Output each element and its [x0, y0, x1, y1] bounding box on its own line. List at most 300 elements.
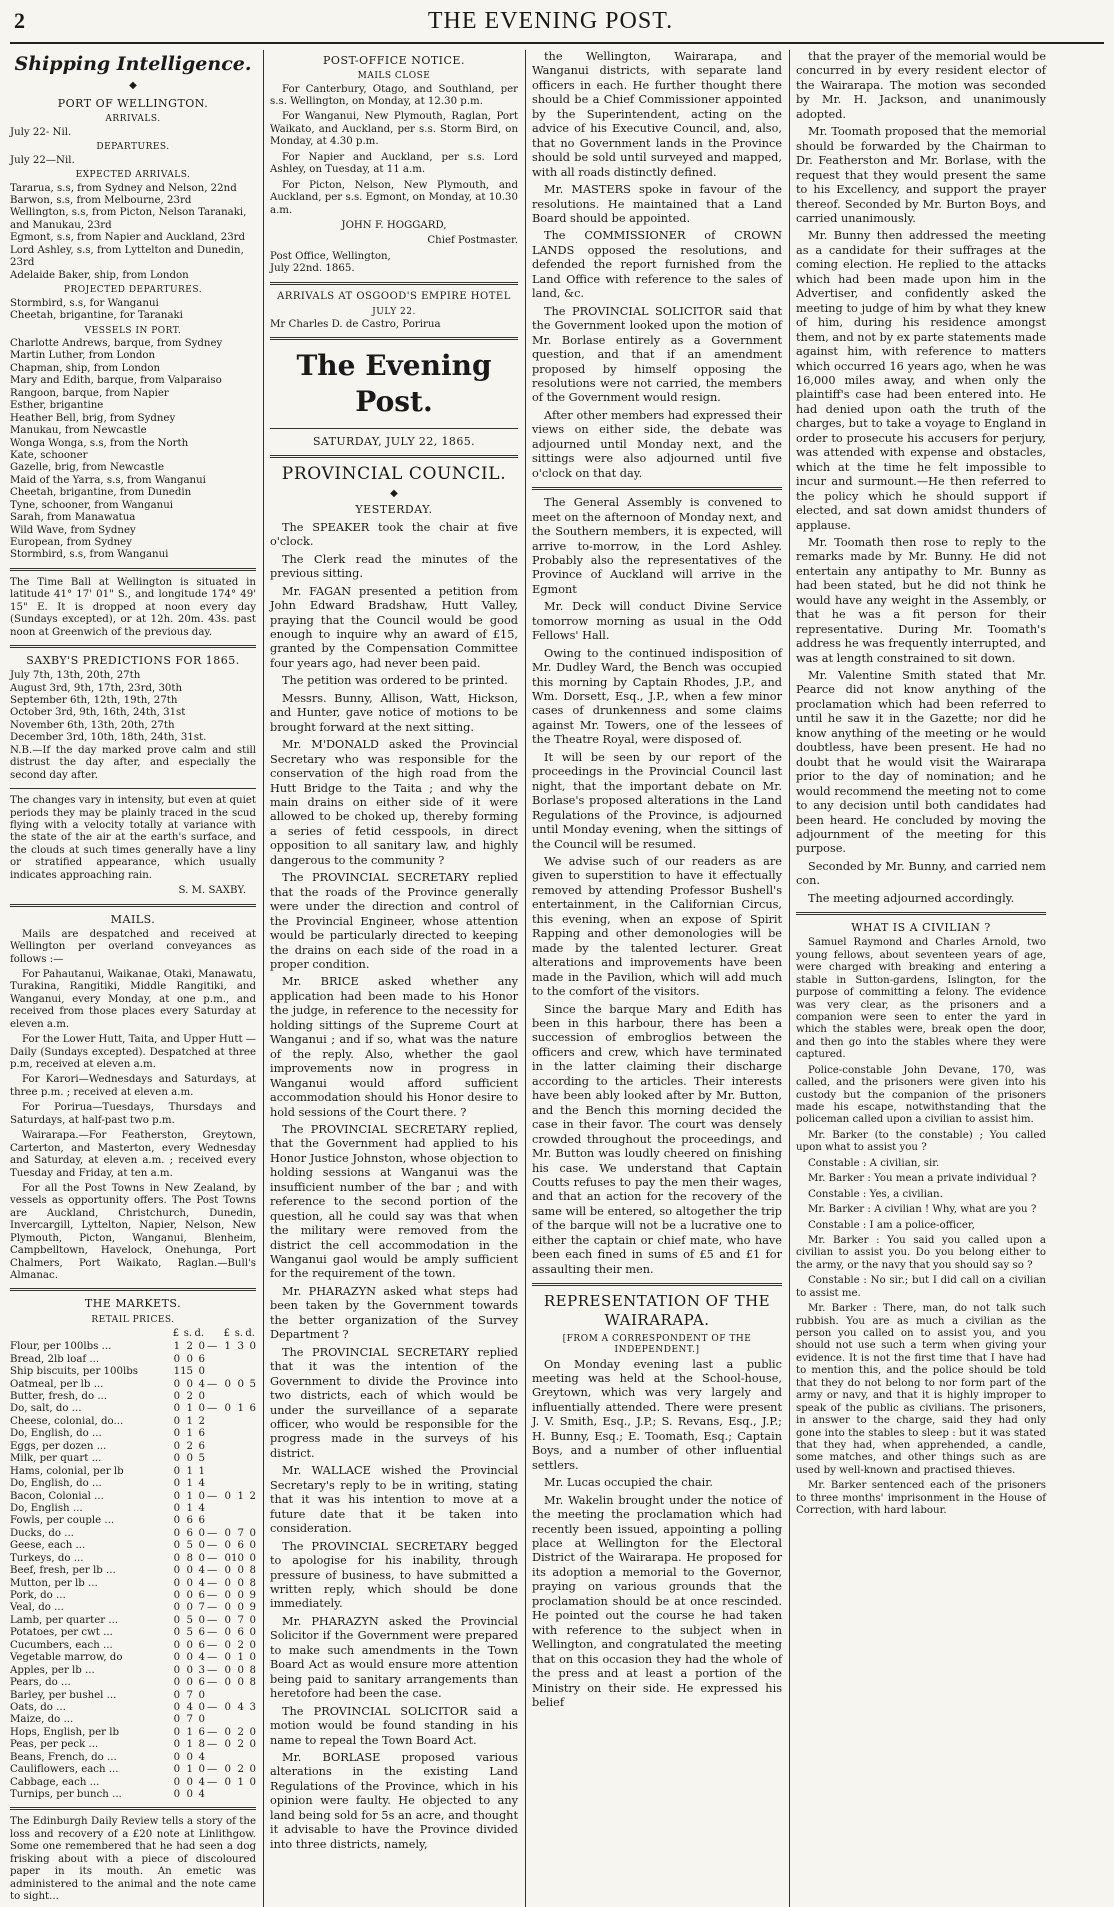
price-cell: 6 [198, 1677, 206, 1689]
price-cell: 1 [186, 1465, 194, 1477]
price-cell: 0 [224, 1627, 232, 1639]
price-cell: 1 [186, 1764, 194, 1776]
table-row: Ducks, do ... 0 6 0 — 0 7 0 [10, 1527, 256, 1539]
market-item: Hops, English, per lb [10, 1726, 119, 1738]
market-item: Oatmeal, per lb ... [10, 1378, 104, 1390]
price-cell: 0 [173, 1515, 181, 1527]
shipping-heading: Shipping Intelligence. [14, 53, 252, 75]
price-cell: 0 [173, 1614, 181, 1626]
saxby-list: July 7th, 13th, 20th, 27th August 3rd, 9th, 17th, 23rd, 30th September 6th, 12th, 19th, 27th October 3rd, 9th, 16th, 24th, 31st November 6th, 13th, 20th, 27th December 3rd, 10th, 18th, 24th, 31st. N.B.—If the day marked prove calm and still distrust the day after, and especially the second day after. [10, 670, 256, 781]
price-cell: 6 [198, 1590, 206, 1602]
list-item: Tyne, schooner, from Wanganui [10, 499, 174, 511]
price-cell: 1 [237, 1403, 244, 1415]
price-cell: 6 [249, 1403, 256, 1415]
list-item: Cheetah, brigantine, for Taranaki [10, 310, 183, 322]
column-3: the Wellington, Wairarapa, and Wanganui districts, with separate land officers in each. He further thought there should be a Chief Commissioner appointed by the Superintendent, acting on the advice of his Executive Council, and, also, that no Government lands in the Province should be sold until surveyed and mapped, with all roads distinctly defined. Mr. MASTERS spoke in favour of the resolutions. He maintained that a Land Board should be appointed. The COMMISSIONER of CROWN LANDS opposed the resolutions, and defended the report furnished from the Land Office with reference to the sales of land, &c. The PROVINCIAL SOLICITOR said that the Government looked upon the motion of Mr. Borlase entirely as a Government question, and that if an amendment proposed by himself opposing the resolutions were not carried, the members of the Government would resign. After other members had expressed their views on either side, the debate was adjourned until Monday next, and the sittings were also adjourned until five o'clock on that day. The General Assembly is convened to meet on the afternoon of Monday next, and the Southern members, it is expected, will arrive to-morrow, in the Lord Ashley. Probably also the representatives of the Province of Auckland will arrive in the Egmont Mr. Deck will conduct Divine Service tomorrow morning as usual in the Odd Fellows' Hall. Owing to the continued indisposition of Mr. Dudley Ward, the Bench was occupied this morning by Captain Rhodes, J.P., and Wm. Dorsett, Esq., J.P., when a few minor cases of drunkenness and some claims against Mr. Towers, one of the lessees of the Theatre Royal, were disposed of. It will be seen by our report of the proceedings in the Provincial Council last night, that the important debate on Mr. Borlase's proposed alterations in the Land Regulations of the Province, is adjourned until Monday evening, when the sittings of the Council will be resumed. We advise such of our readers as are given to superstition to have it effectually removed by attending Professor Bushell's entertainment, in the Californian Circus, this evening, when an expose of Spirit Rapping and other demonologies will be made by the talented lecturer. Great alterations and improvements have been made in the Pavilion, which will add much to the comfort of the visitors. Since the barque Mary and Edith has been in this harbour, there has been a succession of embroglios between the officers and crew, which have terminated in the latter claiming their discharge according to the articles. Their interests have been ably looked after by Mr. Button, and the Bench this morning decided the case in their favor. The court was densely crowded throughout the proceedings, and Mr. Button was loudly cheered on finishing his case. We understand that Captain Coutts refuses to pay the men their wages, and that an action for the recovery of the same will be entered, so altogether the trip of the barque will not be a lucrative one to either the captain or chief mate, who have been each fined in sums of £5 and £1 for assaulting their men. REPRESENTATION OF THE WAIRARAPA. [FROM A CORRESPONDENT OF THE INDEPENDENT.] On Monday evening last a public meeting was held at the School-house, Greytown, which was very largely and influentially attended. There were present J. V. Smith, Esq., J.P.; S. Revans, Esq., J.P.; H. Bunny, Esq.; E. Toomath, Esq.; Captain Boys, and a number of other influential settlers. Mr. Lucas occupied the chair. Mr. Wakelin brought under the notice of the meeting the proclamation which had recently been issued, appointing a polling place at Wellington for the Electoral District of the Wairarapa. He proposed for its adoption a memorial to the Governor, praying on various grounds that the proclamation should be at once rescinded. He pointed out the course he had taken with reference to the subject when in Wellington, and congratulated the meeting that on this occasion they had the whole of the press and at least a portion of the Ministry on their side. He expressed his belief [532, 50, 782, 1907]
price-cell: 0 [173, 1378, 181, 1390]
price-cell [231, 1354, 244, 1366]
markets-heading: THE MARKETS. [84, 1297, 182, 1311]
price-cell: 0 [249, 1614, 256, 1626]
price-cell: 0 [173, 1527, 181, 1539]
table-row: Veal, do ... 0 0 7 — 0 0 9 [10, 1602, 256, 1614]
table-row: Vegetable marrow, do 0 0 4 — 0 1 0 [10, 1652, 256, 1664]
price-cell: 6 [198, 1428, 206, 1440]
price-cell: 0 [198, 1614, 206, 1626]
price-cell [231, 1690, 244, 1702]
market-item: Milk, per quart ... [10, 1453, 102, 1465]
price-cell [244, 1690, 256, 1702]
price-cell [244, 1752, 256, 1764]
price-cell: 1 [186, 1739, 194, 1751]
list-item: Kate, schooner [10, 449, 88, 461]
issue-date: SATURDAY, JULY 22, 1865. [312, 435, 476, 449]
price-cell: 2 [237, 1764, 244, 1776]
table-row: Apples, per lb ... 0 0 3 — 0 0 8 [10, 1664, 256, 1676]
price-cell: 0 [237, 1577, 244, 1589]
table-row [10, 1391, 256, 1403]
price-cell: 0 [249, 1540, 256, 1552]
price-cell: 0 [224, 1552, 232, 1564]
price-cell [219, 1391, 231, 1403]
list-item: Charlotte Andrews, barque, from Sydney [10, 338, 223, 350]
price-cell: 0 [173, 1577, 181, 1589]
price-cell: 4 [198, 1652, 206, 1664]
price-cell: 0 [186, 1776, 194, 1788]
table-row [10, 1515, 256, 1527]
price-cell: 4 [198, 1751, 206, 1763]
price-cell: 0 [237, 1590, 244, 1602]
price-cell: 0 [224, 1577, 232, 1589]
price-cell [244, 1441, 256, 1453]
price-cell: 0 [198, 1490, 206, 1502]
price-cell: 0 [237, 1664, 244, 1676]
table-row [10, 1690, 256, 1702]
price-cell: 0 [173, 1403, 181, 1415]
market-item: Cheese, colonial, do... [10, 1415, 124, 1427]
price-cell: 8 [249, 1677, 256, 1689]
price-cell [244, 1478, 256, 1490]
price-cell: 0 [173, 1664, 181, 1676]
market-item: Vegetable marrow, do [10, 1652, 123, 1664]
table-row: Beef, fresh, per lb ... 0 0 4 — 0 0 8 [10, 1565, 256, 1577]
price-cell [244, 1466, 256, 1478]
list-item: Chapman, ship, from London [10, 362, 161, 374]
list-item: Rangoon, barque, from Napier [10, 387, 169, 399]
price-cell: 2 [237, 1726, 244, 1738]
price-cell [231, 1515, 244, 1527]
price-cell: 4 [237, 1701, 244, 1713]
price-cell: 6 [237, 1627, 244, 1639]
price-cell: 4 [198, 1577, 206, 1589]
price-cell: 0 [173, 1739, 181, 1751]
price-cell [231, 1478, 244, 1490]
list-item: Egmont, s.s, from Napier and Auckland, 23rd [10, 232, 246, 244]
price-cell [219, 1441, 231, 1453]
markets-table: £ s. d. £ s. d. Flour, per 100lbs ... 1 2 0 — 1 3 0 Bread, 2lb loaf ... 0 0 6 Ship biscuits, per 100lbs 1 15 0 Oatmeal, per lb ... 0 0 4 — 0 0 5 Butter, fresh, do ... 0 2 0 Do, salt, do ... 0 1 0 — 0 1 6 Cheese, colonial, do... 0 1 2 Do, English, do ... 0 1 6 Eggs, per dozen ... 0 2 6 Milk, per quart ... 0 0 5 Hams, colonial, per lb 0 1 1 Do, English, do ... 0 1 4 Bacon, Colonial ... 0 1 0 — 0 1 2 Do, English ... 0 1 4 Fowls, per couple ... 0 6 6 Ducks, do ... 0 6 0 — 0 7 0 Geese, each ... 0 5 0 — 0 6 0 Turkeys, do ... 0 8 0 — 0 10 0 Beef, fresh, per lb ... 0 0 4 — 0 0 8 Mutton, per lb ... 0 0 4 — 0 0 8 Pork, do ... 0 0 6 — 0 0 9 Veal, do ... 0 0 7 — 0 0 9 Lamb, per quarter ... 0 5 0 — 0 7 0 Potatoes, per cwt ... 0 5 6 — 0 6 0 Cucumbers, each ... 0 0 6 — 0 2 0 Vegetable marrow, do 0 0 4 — 0 1 0 Apples, per lb ... 0 0 3 — 0 0 8 Pears, do ... 0 0 6 — 0 0 8 Barley, per bushel ... 0 7 0 Oats, do ... 0 4 0 — 0 4 3 Maize, do ... 0 7 0 Hops, English, per lb 0 1 6 — 0 2 0 Peas, per peck ... 0 1 8 — 0 2 0 Beans, French, do ... 0 0 4 Cauliflowers, each ... 0 1 0 — 0 2 0 Cabbage, each ... 0 0 4 — 0 1 0 Turnips, per bunch ... 0 0 4 [10, 1328, 256, 1801]
price-cell: 5 [186, 1614, 194, 1626]
price-cell: 0 [186, 1789, 194, 1801]
price-cell [219, 1453, 231, 1465]
price-cell: 0 [237, 1378, 244, 1390]
price-cell: 0 [173, 1627, 181, 1639]
market-item: Cabbage, each ... [10, 1776, 100, 1788]
price-cell: 0 [198, 1366, 206, 1378]
column-2: POST-OFFICE NOTICE. MAILS CLOSE For Canterbury, Otago, and Southland, per s.s. Wellington, on Monday, at 12.30 p.m. For Wanganui, New Plymouth, Raglan, Port Waikato, and Auckland, per s.s. Storm Bird, on Monday, at 4.30 p.m. For Napier and Auckland, per s.s. Lord Ashley, on Tuesday, at 11 a.m. For Picton, Nelson, New Plymouth, and Auckland, per s.s. Egmont, on Monday, at 10.30 a.m. JOHN F. HOGGARD, Chief Postmaster. Post Office, Wellington, July 22nd. 1865. ARRIVALS AT OSGOOD'S EMPIRE HOTEL JULY 22. Mr Charles D. de Castro, Porirua The Evening Post. SATURDAY, JULY 22, 1865. PROVINCIAL COUNCIL. ◆ YESTERDAY. The SPEAKER took the chair at five o'clock. The Clerk read the minutes of the previous sitting. Mr. FAGAN presented a petition from John Edward Bradshaw, Hutt Valley, praying that the Council would be good enough to inquire why an award of £15, granted by the Compensation Committee four years ago, had never been paid. The petition was ordered to be printed. Messrs. Bunny, Allison, Watt, Hickson, and Hunter, gave notice of motions to be brought forward at the next sitting. Mr. M'DONALD asked the Provincial Secretary who was responsible for the conservation of the high road from the Hutt Bridge to the Taita ; and why the main drains on either side of it were allowed to be choked up, thereby forming a series of fetid cesspools, in direct opposition to all sanitary law, and highly dangerous to the community ? The PROVINCIAL SECRETARY replied that the roads of the Province generally were under the direction and control of the Provincial Engineer, whose attention would be particularly directed to keeping the drains on each side of the road in a proper condition. Mr. BRICE asked whether any application had been made to his Honor the judge, in reference to the necessity for holding sittings of the Supreme Court at Wanganui ; and if so, what was the nature of the reply. Also, whether the gaol improvements now in progress in Wanganui would afford sufficient accommodation should his Honor desire to hold sessions of the Court there. ? The PROVINCIAL SECRETARY replied, that the Government had applied to his Honor Justice Johnston, whose objection to holding sessions at Wanganui was the insufficient number of the bar ; and with reference to the second portion of the question, all he could say was that when the military were removed from the district the cell accommodation in the Wanganui gaol would be amply sufficient for the requirement of the town. Mr. PHARAZYN asked what steps had been taken by the Government towards the better organization of the Survey Department ? The PROVINCIAL SECRETARY replied that it was the intention of the Government to divide the Province into two districts, each of which would be under the surveillance of a separate officer, who would be responsible for the progress made in the surveys of his district. Mr. WALLACE wished the Provincial Secretary's reply to be in writing, stating that it was his intention to move at a future date that it be taken into consideration. The PROVINCIAL SECRETARY begged to apologise for his inability, through pressure of business, to have submitted a written reply, which should be done immediately. Mr. PHARAZYN asked the Provincial Solicitor if the Government were prepared to make such amendments in the Town Board Act as would ensure more attention being paid to sanitary arrangements than heretofore had been the case. The PROVINCIAL SOLICITOR said a motion would be found standing in his name to repeal the Town Board Act. Mr. BORLASE proposed various alterations in the existing Land Regulations of the Province, which in his opinion were faulty. He objected to any land being sold for 5s an acre, and thought it advisable to have the Province divided into three districts, namely, [270, 50, 518, 1907]
price-cell: 0 [224, 1614, 232, 1626]
price-cell [231, 1752, 244, 1764]
mails-heading: MAILS. [110, 912, 156, 926]
price-cell [219, 1503, 231, 1515]
price-cell: 3 [237, 1341, 244, 1353]
price-cell: 0 [186, 1639, 194, 1651]
price-cell [219, 1354, 231, 1366]
price-cell: 0 [249, 1627, 256, 1639]
table-row: Oatmeal, per lb ... 0 0 4 — 0 0 5 [10, 1378, 256, 1390]
price-cell: 0 [249, 1739, 256, 1751]
price-cell: 0 [249, 1639, 256, 1651]
price-cell: 0 [173, 1689, 181, 1701]
price-cell: 2 [186, 1341, 194, 1353]
table-row [10, 1789, 256, 1801]
civilian-text: Samuel Raymond and Charles Arnold, two young fellows, about seventeen years of age, were charged with breaking and entering a stable in Sutton-gardens, Islington, for the purpose of committing a felony. The evidence was very clear, as the prisoners and a companion were seen to enter the yard in which the stables were, break open the door, and then go into the stables where they were captured. Police-constable John Devane, 170, was called, and the prisoners were given into his custody but the companion of the prisoners made his escape, notwithstanding that the policeman called upon a civilian to assist him. Mr. Barker (to the constable) ; You called upon what to assist you ? Constable : A civilian, sir. Mr. Barker : You mean a private individual ? Constable : Yes, a civilian. Mr. Barker : A civilian ! Why, what are you ? Constable : I am a police-officer, Mr. Barker : You said you called upon a civilian to assist you. Do you belong either to the army, or the navy that you should say so ? Constable : No sir.; but I did call on a civilian to assist me. Mr. Barker : There, man, do not talk such rubbish. You are as much a civilian as the person you called on to assist you, and you should not use such a term when giving your evidence. It is not the first time that I have had to mention this, and the police should be told that they do not belong to nor form part of the army or navy, and that it is highly improper to speak of the public as civilians. The prisoners, in answer to the charge, said they had only gone into the stables to sleep : but it was stated that they had, when apprehended, a candle, some matches, and other things such as are used by well-known and practised thieves. Mr. Barker sentenced each of the prisoners to three months' imprisonment in the House of Correction, with hard labour. [796, 937, 1046, 1517]
price-cell: 0 [249, 1552, 256, 1564]
market-item: Apples, per lb ... [10, 1664, 95, 1676]
table-row: Bacon, Colonial ... 0 1 0 — 0 1 2 [10, 1490, 256, 1502]
price-cell: 1 [173, 1366, 181, 1378]
price-cell: 0 [186, 1602, 194, 1614]
price-cell: 1 [224, 1341, 232, 1353]
price-cell: 7 [186, 1689, 194, 1701]
postmaster-signature: JOHN F. HOGGARD, [341, 219, 447, 231]
price-cell: 1 [237, 1652, 244, 1664]
list-item: Martin Luther, from London [10, 350, 156, 362]
price-cell: 0 [198, 1527, 206, 1539]
price-cell: 0 [249, 1341, 256, 1353]
price-cell: 0 [249, 1776, 256, 1788]
price-cell: 4 [198, 1478, 206, 1490]
price-cell: 0 [186, 1664, 194, 1676]
price-cell: 0 [224, 1527, 232, 1539]
price-cell [231, 1503, 244, 1515]
price-cell: 0 [224, 1540, 232, 1552]
price-cell: 1 [186, 1428, 194, 1440]
list-item: Wellington, s.s, from Picton, Nelson Taranaki, and Manukau, 23rd [10, 207, 247, 231]
list-item: Sarah, from Manawatua [10, 512, 136, 524]
market-item: Mutton, per lb ... [10, 1577, 98, 1589]
price-cell: 4 [198, 1789, 206, 1801]
price-cell: 0 [186, 1565, 194, 1577]
price-cell: 0 [237, 1602, 244, 1614]
price-cell: 0 [186, 1577, 194, 1589]
price-cell: 8 [249, 1577, 256, 1589]
price-cell: 0 [198, 1552, 206, 1564]
price-cell: 2 [249, 1490, 256, 1502]
market-item: Geese, each ... [10, 1540, 86, 1552]
price-cell: 7 [198, 1602, 206, 1614]
price-cell: 4 [198, 1565, 206, 1577]
price-cell: 5 [186, 1540, 194, 1552]
price-cell: 1 [186, 1478, 194, 1490]
price-cell: 0 [224, 1764, 232, 1776]
price-cell: 0 [224, 1565, 232, 1577]
price-cell: 1 [173, 1341, 181, 1353]
price-cell: 6 [186, 1527, 194, 1539]
local-news: The General Assembly is convened to meet on the afternoon of Monday next, and the Southern members, it is expected, will arrive to-morrow, in the Lord Ashley. Probably also the representatives of the Province of Auckland will arrive in the Egmont Mr. Deck will conduct Divine Service tomorrow morning as usual in the Odd Fellows' Hall. Owing to the continued indisposition of Mr. Dudley Ward, the Bench was occupied this morning by Captain Rhodes, J.P., and Wm. Dorsett, Esq., J.P., when a few minor cases of drunkenness and some claims against Mr. Towers, one of the lessees of the Theatre Royal, were disposed of. It will be seen by our report of the proceedings in the Provincial Council last night, that the important debate on Mr. Borlase's proposed alterations in the Land Regulations of the Province, is adjourned until Monday evening, when the sittings of the Council will be resumed. We advise such of our readers as are given to superstition to have it effectually removed by attending Professor Bushell's entertainment, in the Californian Circus, this evening, when an expose of Spirit Rapping and other demonologies will be made by the talented lecturer. Great alterations and improvements have been made in the Pavilion, which will add much to the comfort of the visitors. Since the barque Mary and Edith has been in this harbour, there has been a succession of embroglios between the officers and crew, which have terminated in the latter claiming their discharge according to the articles. Their interests have been ably looked after by Mr. Button, and the Bench this morning decided the case in their favor. The court was densely crowded throughout the proceedings, and Mr. Button was loudly cheered on finishing his case. We understand that Captain Coutts refuses to pay the men their wages, and that an action for the recovery of the same will be entered, so altogether the trip of the barque will not be a lucrative one to either the captain or chief mate, who have been each fined in sums of £5 and £1 for assaulting their men. [532, 496, 782, 1276]
price-cell: 5 [249, 1378, 256, 1390]
price-cell [231, 1453, 244, 1465]
list-item: Gazelle, brig, from Newcastle [10, 462, 165, 474]
table-row: Potatoes, per cwt ... 0 5 6 — 0 6 0 [10, 1627, 256, 1639]
price-cell: 0 [186, 1652, 194, 1664]
list-item: Wonga Wonga, s.s, from the North [10, 437, 189, 449]
price-cell: 6 [198, 1627, 206, 1639]
council-heading: PROVINCIAL COUNCIL. [281, 464, 507, 485]
council-report: The SPEAKER took the chair at five o'clock. The Clerk read the minutes of the previous sitting. Mr. FAGAN presented a petition from John Edward Bradshaw, Hutt Valley, praying that the Council would be good enough to inquire why an award of £15, granted by the Compensation Committee four years ago, had never been paid. The petition was ordered to be printed. Messrs. Bunny, Allison, Watt, Hickson, and Hunter, gave notice of motions to be brought forward at the next sitting. Mr. M'DONALD asked the Provincial Secretary who was responsible for the conservation of the high road from the Hutt Bridge to the Taita ; and why the main drains on either side of it were allowed to be choked up, thereby forming a series of fetid cesspools, in direct opposition to all sanitary law, and highly dangerous to the community ? The PROVINCIAL SECRETARY replied that the roads of the Province generally were under the direction and control of the Provincial Engineer, whose attention would be particularly directed to keeping the drains on each side of the road in a proper condition. Mr. BRICE asked whether any application had been made to his Honor the judge, in reference to the necessity for holding sittings of the Supreme Court at Wanganui ; and if so, what was the nature of the reply. Also, whether the gaol improvements now in progress in Wanganui would afford sufficient accommodation should his Honor desire to hold sessions of the Court there. ? The PROVINCIAL SECRETARY replied, that the Government had applied to his Honor Justice Johnston, whose objection to holding sessions at Wanganui was the insufficient number of the bar ; and with reference to the second portion of the question, all he could say was that when the military were removed from the district the cell accommodation in the Wanganui gaol would be amply sufficient for the requirement of the town. Mr. PHARAZYN asked what steps had been taken by the Government towards the better organization of the Survey Department ? The PROVINCIAL SECRETARY replied that it was the intention of the Government to divide the Province into two districts, each of which would be under the surveillance of a separate officer, who would be responsible for the progress made in the surveys of his district. Mr. WALLACE wished the Provincial Secretary's reply to be in writing, stating that it was his intention to move at a future date that it be taken into consideration. The PROVINCIAL SECRETARY begged to apologise for his inability, through pressure of business, to have submitted a written reply, which should be done immediately. Mr. PHARAZYN asked the Provincial Solicitor if the Government were prepared to make such amendments in the Town Board Act as would ensure more attention being paid to sanitary arrangements than heretofore had been the case. The PROVINCIAL SOLICITOR said a motion would be found standing in his name to repeal the Town Board Act. Mr. BORLASE proposed various alterations in the existing Land Regulations of the Province, which in his opinion were faulty. He objected to any land being sold for 5s an acre, and thought it advisable to have the Province divided into three districts, namely, [270, 520, 518, 1851]
price-cell: 0 [224, 1602, 232, 1614]
price-cell: 0 [186, 1677, 194, 1689]
table-row [10, 1714, 256, 1726]
price-cell [219, 1478, 231, 1490]
table-row [10, 1416, 256, 1428]
price-cell: 0 [237, 1565, 244, 1577]
price-cell: 7 [186, 1714, 194, 1726]
price-cell: 5 [198, 1453, 206, 1465]
price-cell: 0 [173, 1453, 181, 1465]
price-cell: 0 [186, 1590, 194, 1602]
list-item: Lord Ashley, s.s, from Lyttelton and Dunedin, 23rd [10, 244, 244, 269]
price-cell: 0 [198, 1689, 206, 1701]
edinburgh-story: The Edinburgh Daily Review tells a story of the loss and recovery of a £20 note at Linlithgow. Some one remembered that he had seen a dog frisking about with a piece of discoloured paper in its mouth. An emetic was administered to the animal and the note came to sight... [10, 1816, 256, 1903]
price-cell: 0 [249, 1652, 256, 1664]
list-item: Wild Wave, from Sydney [10, 524, 136, 536]
price-cell [244, 1366, 256, 1378]
market-item: Maize, do ... [10, 1714, 74, 1726]
market-item: Eggs, per dozen ... [10, 1440, 107, 1452]
price-cell [219, 1515, 231, 1527]
price-cell [244, 1416, 256, 1428]
hotel-arrivals-heading: ARRIVALS AT OSGOOD'S EMPIRE HOTEL [277, 290, 511, 302]
price-cell: 0 [224, 1776, 232, 1788]
price-cell: 1 [237, 1776, 244, 1788]
price-cell: 6 [198, 1440, 206, 1452]
price-cell [231, 1416, 244, 1428]
price-cell [231, 1466, 244, 1478]
table-row [10, 1503, 256, 1515]
list-item: Tararua, s.s, from Sydney and Nelson, 22nd [10, 182, 237, 194]
table-row [10, 1478, 256, 1490]
price-cell: 0 [224, 1677, 232, 1689]
price-cell: 8 [249, 1565, 256, 1577]
post-office-heading: POST-OFFICE NOTICE. [323, 54, 465, 67]
price-cell: 0 [198, 1391, 206, 1403]
market-item: Do, salt, do ... [10, 1403, 82, 1415]
column-4 [796, 50, 1046, 1907]
price-cell: 8 [249, 1664, 256, 1676]
price-cell [219, 1690, 231, 1702]
saxby-signature: S. M. SAXBY. [178, 885, 246, 897]
price-cell: 0 [186, 1378, 194, 1390]
price-cell: 0 [198, 1714, 206, 1726]
council-report-continued: the Wellington, Wairarapa, and Wanganui districts, with separate land officers in each. He further thought there should be a Chief Commissioner appointed by the Superintendent, acting on the advice of his Executive Council, and, also, that no Government lands in the Province should be sold until surveyed and mapped, with all roads distinctly defined. Mr. MASTERS spoke in favour of the resolutions. He maintained that a Land Board should be appointed. The COMMISSIONER of CROWN LANDS opposed the resolutions, and defended the report furnished from the Land Office with reference to the sales of land, &c. The PROVINCIAL SOLICITOR said that the Government looked upon the motion of Mr. Borlase entirely as a Government question, and that if an amendment proposed by himself opposing the resolutions were not carried, the members of the Government would resign. After other members had expressed their views on either side, the debate was adjourned until Monday next, and the sittings were also adjourned until five o'clock on that day. [532, 50, 782, 480]
representation-continued: that the prayer of the memorial would be concurred in by every resident elector of the Wairarapa. The motion was seconded by Mr. H. Jackson, and unanimously adopted. Mr. Toomath proposed that the memorial should be forwarded by the Chairman to Dr. Featherston and Mr. Borlase, with the request that they would present the same to his Excellency, and support the prayer thereof. Seconded by Mr. Burton Boys, and carried unanimously. Mr. Bunny then addressed the meeting as a candidate for their suffrages at the coming election. He replied to the attacks which had been made upon him in the Advertiser, and confidently asked the meeting to judge of him by what they knew of him, during his residence amongst them, and not by ex parte statements made against him, with reference to matters which occurred 16 years ago, when he was 16,000 miles away, and when only the plaintiff's case had been entered into. He had denied upon oath the truth of the charges, but to take a voyage to England in order to prosecute his accusers for perjury, was attended with expense and obstacles, which at the time he felt impossible to incur and surmount.—He then referred to the policy which he should support if elected, and sat down amidst thunders of applause. Mr. Toomath then rose to reply to the remarks made by Mr. Bunny. He did not entertain any antipathy to Mr. Bunny as had been stated, but he did not think he would have any weight in the Assembly, or that he was a fit person for their representative. During Mr. Toomath's address he was frequently interrupted, and was at length constrained to sit down. Mr. Valentine Smith stated that Mr. Pearce did not know anything of the proclamation which had been referred to until he saw it in the Gazette; nor did he know anything of the meeting or he would doubtless, have been present. He had no doubt that he would visit the Wairarapa prior to the day of nomination; and he would recommend the meeting not to come to any decision until both candidates had been heard. He concluded by moving the adjournment of the meeting for this purpose. Seconded by Mr. Bunny, and carried nem con. The meeting adjourned accordingly. [796, 50, 1046, 905]
price-cell: 9 [249, 1590, 256, 1602]
price-cell: 0 [198, 1701, 206, 1713]
table-row: Cucumbers, each ... 0 0 6 — 0 2 0 [10, 1639, 256, 1651]
price-cell: 0 [198, 1540, 206, 1552]
price-cell: 2 [237, 1739, 244, 1751]
table-row: Turkeys, do ... 0 8 0 — 0 10 0 [10, 1552, 256, 1564]
price-cell [231, 1366, 244, 1378]
price-cell: 6 [186, 1515, 194, 1527]
price-cell [231, 1428, 244, 1440]
price-cell: 0 [173, 1502, 181, 1514]
price-cell [219, 1366, 231, 1378]
masthead-title: The Evening Post. [296, 349, 492, 419]
price-cell: 0 [173, 1764, 181, 1776]
market-item: Oats, do ... [10, 1701, 66, 1713]
price-cell [231, 1714, 244, 1726]
market-item: Bread, 2lb loaf ... [10, 1353, 100, 1365]
page-header [10, 8, 1104, 44]
price-cell: 6 [198, 1353, 206, 1365]
price-cell: 0 [173, 1789, 181, 1801]
price-cell: 7 [237, 1527, 244, 1539]
market-item: Butter, fresh, do ... [10, 1391, 108, 1403]
table-row [10, 1752, 256, 1764]
price-cell: 0 [186, 1751, 194, 1763]
price-cell: 0 [249, 1527, 256, 1539]
price-cell: 4 [198, 1502, 206, 1514]
list-item: Stormbird, s.s, for Wanganui [10, 297, 159, 309]
price-cell [231, 1441, 244, 1453]
price-cell: 0 [224, 1378, 232, 1390]
representation-text: On Monday evening last a public meeting was held at the School-house, Greytown, which was very largely and influentially attended. There were present J. V. Smith, Esq., J.P.; S. Revans, Esq., J.P.; H. Bunny, Esq.; E. Toomath, Esq.; Captain Boys, and a number of other influential settlers. Mr. Lucas occupied the chair. Mr. Wakelin brought under the notice of the meeting the proclamation which had recently been issued, appointing a polling place at Wellington for the Electoral District of the Wairarapa. He proposed for its adoption a memorial to the Governor, praying on various grounds that the proclamation should be at once rescinded. He pointed out the course he had taken with reference to the subject when in Wellington, and congratulated the meeting that on this occasion they had the whole of the press and at least a portion of the Ministry on their side. He expressed his belief [532, 1357, 782, 1709]
price-cell: 0 [186, 1453, 194, 1465]
price-cell [219, 1428, 231, 1440]
price-cell: 3 [198, 1664, 206, 1676]
price-cell: 8 [186, 1552, 194, 1564]
market-item: Turnips, per bunch ... [10, 1789, 122, 1801]
price-cell [244, 1453, 256, 1465]
price-cell: 0 [173, 1440, 181, 1452]
list-item: European, from Sydney [10, 537, 132, 549]
market-item: Potatoes, per cwt ... [10, 1627, 113, 1639]
list-item: Cheetah, brigantine, from Dunedin [10, 487, 192, 499]
price-cell: 0 [224, 1490, 232, 1502]
column-1: Shipping Intelligence. ◆ PORT OF WELLINGTON. ARRIVALS. July 22- Nil. DEPARTURES. July 22—Nil. EXPECTED ARRIVALS. Tararua, s.s, from Sydney and Nelson, 22nd Barwon, s.s, from Melbourne, 23rd Wellington, s.s, from Picton, Nelson Taranaki, and Manukau, 23rd Egmont, s.s, from Napier and Auckland, 23rd Lord Ashley, s.s, from Lyttelton and Dunedin, 23rd Adelaide Baker, ship, from London PROJECTED DEPARTURES. Stormbird, s.s, for Wanganui Cheetah, brigantine, for Taranaki VESSELS IN PORT. Charlotte Andrews, barque, from Sydney Martin Luther, from London Chapman, ship, from London Mary and Edith, barque, from Valparaiso Rangoon, barque, from Napier Esther, brigantine Heather Bell, brig, from Sydney Manukau, from Newcastle Wonga Wonga, s.s, from the North Kate, schooner Gazelle, brig, from Newcastle Maid of the Yarra, s.s, from Wanganui Cheetah, brigantine, from Dunedin Tyne, schooner, from Wanganui Sarah, from Manawatua Wild Wave, from Sydney European, from Sydney Stormbird, s.s, from Wanganui The Time Ball at Wellington is situated in latitude 41° 17' 01" S., and longitude 174° 49' 15" E. It is dropped at noon every day (Sundays excepted), or at 12h. 20m. 43s. past noon at Greenwich of the previous day. SAXBY'S PREDICTIONS FOR 1865. July 7th, 13th, 20th, 27th August 3rd, 9th, 17th, 23rd, 30th September 6th, 12th, 19th, 27th October 3rd, 9th, 16th, 24th, 31st November 6th, 13th, 20th, 27th December 3rd, 10th, 18th, 24th, 31st. N.B.—If the day marked prove calm and still distrust the day after, and especially the second day after. The changes vary in intensity, but even at quiet periods they may be plainly traced in the scud flying with a velocity totally at variance with the state of the air at the earth's surface, and the clouds at such times generally have a liny or stratified appearance, which usually indicates approaching rain. S. M. SAXBY. MAILS. Mails are despatched and received at Wellington per overland conveyances as follows :— For Pahautanui, Waikanae, Otaki, Manawatu, Turakina, Rangitiki, Middle Rangitiki, and Wanganui, every Monday, at one p.m., and received from those places every Saturday at eleven a.m. For the Lower Hutt, Taita, and Upper Hutt —Daily (Sundays excepted). Despatched at three p.m, received at eleven a.m. For Karori—Wednesdays and Saturdays, at three p.m. ; received at eleven a.m. For Porirua—Tuesdays, Thursdays and Saturdays, at half-past two p.m. Wairarapa.—For Featherston, Greytown, Carterton, and Masterton, every Wednesday and Saturday, at eleven a.m. ; received every Tuesday and Friday, at ten a.m. For all the Post Towns in New Zealand, by vessels as opportunity offers. The Post Towns are Auckland, Christchurch, Dunedin, Invercargill, Lyttelton, Napier, Nelson, New Plymouth, Picton, Wanganui, Blenheim, Campbelltown, Havelock, Onehunga, Port Chalmers, Port Waikato, Raglan.—Bull's Almanac. THE MARKETS. RETAIL PRICES. £ s. d. £ s. d. Flour, per 100lbs ... 1 2 0 — 1 3 0 Bread, 2lb loaf ... 0 0 6 Ship biscuits, per 100lbs 1 15 0 Oatmeal, per lb ... 0 0 4 — 0 0 5 Butter, fresh, do ... 0 2 0 Do, salt, do ... 0 1 0 — 0 1 6 Cheese, colonial, do... 0 1 2 Do, English, do ... 0 1 6 Eggs, per dozen ... 0 2 6 Milk, per quart ... 0 0 5 Hams, colonial, per lb 0 1 1 Do, English, do ... 0 1 4 Bacon, Colonial ... 0 1 0 — 0 1 2 Do, English ... 0 1 4 Fowls, per couple ... 0 6 6 Ducks, do ... 0 6 0 — 0 7 0 Geese, each ... 0 5 0 — 0 6 0 Turkeys, do ... 0 8 0 — 0 10 0 Beef, fresh, per lb ... 0 0 4 — 0 0 8 Mutton, per lb ... 0 0 4 — 0 0 8 Pork, do ... 0 0 6 — 0 0 9 Veal, do ... 0 0 7 — 0 0 9 Lamb, per quarter ... 0 5 0 — 0 7 0 Potatoes, per cwt ... 0 5 6 — 0 6 0 Cucumbers, each ... 0 0 6 — 0 2 0 Vegetable marrow, do 0 0 4 — 0 1 0 Apples, per lb ... 0 0 3 — 0 0 8 Pears, do ... 0 0 6 — 0 0 8 Barley, per bushel ... 0 7 0 Oats, do ... 0 4 0 — 0 4 3 Maize, do ... 0 7 0 Hops, English, per lb 0 1 6 — 0 2 0 Peas, per peck ... 0 1 8 — 0 2 0 Beans, French, do ... 0 0 4 Cauliflowers, each ... 0 1 0 — 0 2 0 Cabbage, each ... 0 0 4 — 0 1 0 Turnips, per bunch ... 0 0 4 The Edinburgh Daily Review tells a story of the loss and recovery of a £20 note at Linlithgow. Some one remembered that he had seen a dog frisking about with a piece of discoloured paper in its mouth. An emetic was administered to the animal and the note came to sight... [10, 53, 257, 1903]
price-cell: 0 [173, 1552, 181, 1564]
market-item: Do, English, do ... [10, 1428, 102, 1440]
price-cell: 6 [237, 1540, 244, 1552]
market-item: Peas, per peck ... [10, 1739, 99, 1751]
price-cell: 6 [198, 1726, 206, 1738]
market-item: Pears, do ... [10, 1677, 71, 1689]
price-cell: 0 [249, 1764, 256, 1776]
market-item: Ducks, do ... [10, 1527, 74, 1539]
price-cell: 0 [173, 1701, 181, 1713]
table-row: Geese, each ... 0 5 0 — 0 6 0 [10, 1540, 256, 1552]
price-cell [219, 1466, 231, 1478]
price-cell [244, 1714, 256, 1726]
price-cell: 0 [237, 1677, 244, 1689]
price-cell: 0 [173, 1639, 181, 1651]
newspaper-title: THE EVENING POST. [427, 8, 674, 34]
market-item: Hams, colonial, per lb [10, 1465, 124, 1477]
expected-arrivals-list [10, 183, 256, 283]
price-cell: 0 [186, 1353, 194, 1365]
price-cell: 6 [198, 1639, 206, 1651]
price-cell: 0 [173, 1465, 181, 1477]
price-cell [244, 1515, 256, 1527]
table-row [10, 1428, 256, 1440]
price-cell: 7 [237, 1614, 244, 1626]
price-cell [244, 1354, 256, 1366]
price-cell: 1 [186, 1490, 194, 1502]
market-item: Do, English, do ... [10, 1478, 102, 1490]
price-cell: 0 [224, 1726, 232, 1738]
price-cell [219, 1789, 231, 1801]
price-cell: 1 [186, 1403, 194, 1415]
price-cell: 0 [224, 1590, 232, 1602]
table-row: Lamb, per quarter ... 0 5 0 — 0 7 0 [10, 1614, 256, 1626]
port-heading: PORT OF WELLINGTON. [57, 97, 209, 111]
price-cell: 0 [173, 1714, 181, 1726]
price-cell: 0 [173, 1353, 181, 1365]
price-cell: 0 [173, 1490, 181, 1502]
price-cell: 0 [198, 1341, 206, 1353]
list-item: Barwon, s.s, from Melbourne, 23rd [10, 195, 192, 207]
price-cell: 0 [173, 1590, 181, 1602]
market-item: Beans, French, do ... [10, 1751, 117, 1763]
price-cell: 1 [186, 1415, 194, 1427]
price-cell: 0 [173, 1776, 181, 1788]
market-item: Cucumbers, each ... [10, 1639, 113, 1651]
price-cell [244, 1789, 256, 1801]
price-cell: 0 [173, 1415, 181, 1427]
price-cell: 1 [186, 1726, 194, 1738]
price-cell: 0 [224, 1664, 232, 1676]
price-cell: 2 [198, 1415, 206, 1427]
price-cell: 0 [198, 1403, 206, 1415]
market-item: Cauliflowers, each ... [10, 1764, 119, 1776]
price-cell [219, 1752, 231, 1764]
timeball-notice: The Time Ball at Wellington is situated in latitude 41° 17' 01" S., and longitude 174° 49' 15" E. It is dropped at noon every day (Sundays excepted), or at 12h. 20m. 43s. past noon at Greenwich of the previous day. [10, 576, 256, 638]
table-row [10, 1366, 256, 1378]
table-row: Mutton, per lb ... 0 0 4 — 0 0 8 [10, 1577, 256, 1589]
saxby-heading: SAXBY'S PREDICTIONS FOR 1865. [26, 654, 240, 668]
price-cell: 0 [224, 1739, 232, 1751]
price-cell: 10 [231, 1552, 244, 1564]
table-row: Flour, per 100lbs ... 1 2 0 — 1 3 0 [10, 1341, 256, 1353]
page-number: 2 [14, 8, 25, 33]
table-row [10, 1354, 256, 1366]
market-item: Turkeys, do ... [10, 1552, 84, 1564]
table-row [10, 1466, 256, 1478]
price-cell: 0 [173, 1540, 181, 1552]
list-item: Heather Bell, brig, from Sydney [10, 412, 176, 424]
market-item: Barley, per bushel ... [10, 1689, 117, 1701]
price-cell: 0 [224, 1701, 232, 1713]
price-cell: 1 [237, 1490, 244, 1502]
price-cell: 0 [173, 1428, 181, 1440]
price-cell: 1 [198, 1465, 206, 1477]
table-row: Do, salt, do ... 0 1 0 — 0 1 6 [10, 1403, 256, 1415]
price-cell: 0 [173, 1677, 181, 1689]
market-item: Ship biscuits, per 100lbs [10, 1366, 139, 1378]
price-cell: 3 [249, 1701, 256, 1713]
market-item: Beef, fresh, per lb ... [10, 1565, 116, 1577]
price-cell: 2 [186, 1440, 194, 1452]
